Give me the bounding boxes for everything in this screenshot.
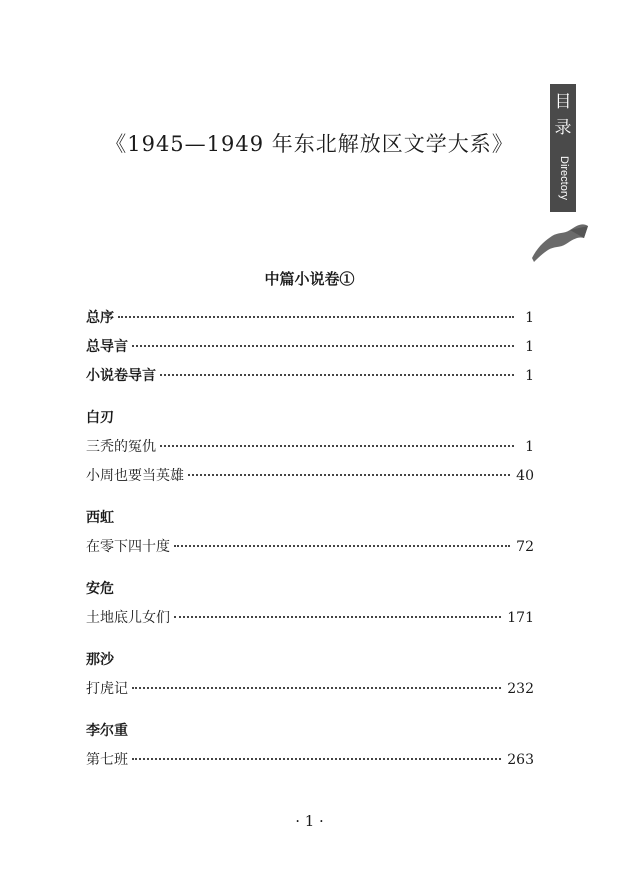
toc-entry-title: 总导言	[86, 339, 128, 355]
toc-entry-page: 232	[507, 681, 534, 697]
toc-entry-page: 1	[525, 310, 534, 326]
book-title: 《1945—1949 年东北解放区文学大系》	[105, 132, 514, 156]
toc-entry[interactable]	[86, 675, 534, 704]
table-of-contents	[86, 304, 534, 775]
dot-leader	[160, 445, 514, 447]
author-heading: 那沙	[86, 652, 114, 668]
toc-entry-page: 171	[507, 610, 534, 626]
toc-entry-general-preface[interactable]	[86, 304, 534, 333]
dot-leader	[118, 316, 514, 318]
dot-leader	[160, 374, 514, 376]
author-heading: 安危	[86, 581, 114, 597]
toc-entry-title: 小周也要当英雄	[86, 468, 184, 484]
dot-leader	[174, 545, 510, 547]
toc-entry-title: 打虎记	[86, 681, 128, 697]
toc-entry-title: 三秃的冤仇	[86, 439, 156, 455]
dot-leader	[174, 616, 501, 618]
flag-icon	[530, 206, 590, 262]
tab-label-lu: 录	[554, 118, 572, 138]
toc-entry-page: 72	[516, 539, 534, 555]
dot-leader	[132, 758, 501, 760]
toc-entry-page: 263	[507, 752, 534, 768]
tab-label-directory: Directory	[558, 156, 570, 201]
toc-entry[interactable]	[86, 604, 534, 633]
toc-entry-title: 土地底儿女们	[86, 610, 170, 626]
toc-entry-fiction-introduction[interactable]	[86, 362, 534, 391]
author-heading: 白刃	[86, 410, 114, 426]
dot-leader	[132, 687, 501, 689]
toc-entry[interactable]	[86, 533, 534, 562]
toc-entry-general-introduction[interactable]	[86, 333, 534, 362]
author-heading: 李尔重	[86, 723, 128, 739]
tab-label-mu: 目	[554, 92, 572, 112]
page-number: · 1 ·	[295, 812, 324, 830]
toc-entry[interactable]	[86, 462, 534, 491]
toc-entry[interactable]	[86, 746, 534, 775]
toc-entry-title: 小说卷导言	[86, 368, 156, 384]
toc-entry-title: 在零下四十度	[86, 539, 170, 555]
toc-entry-page: 1	[525, 368, 534, 384]
dot-leader	[188, 474, 510, 476]
toc-entry[interactable]	[86, 433, 534, 462]
toc-entry-page: 1	[525, 339, 534, 355]
dot-leader	[132, 345, 514, 347]
volume-title: 中篇小说卷①	[264, 270, 355, 288]
toc-entry-page: 40	[516, 468, 534, 484]
toc-entry-title: 总序	[86, 310, 114, 326]
author-heading: 西虹	[86, 510, 114, 526]
toc-entry-page: 1	[525, 439, 534, 455]
toc-entry-title: 第七班	[86, 752, 128, 768]
